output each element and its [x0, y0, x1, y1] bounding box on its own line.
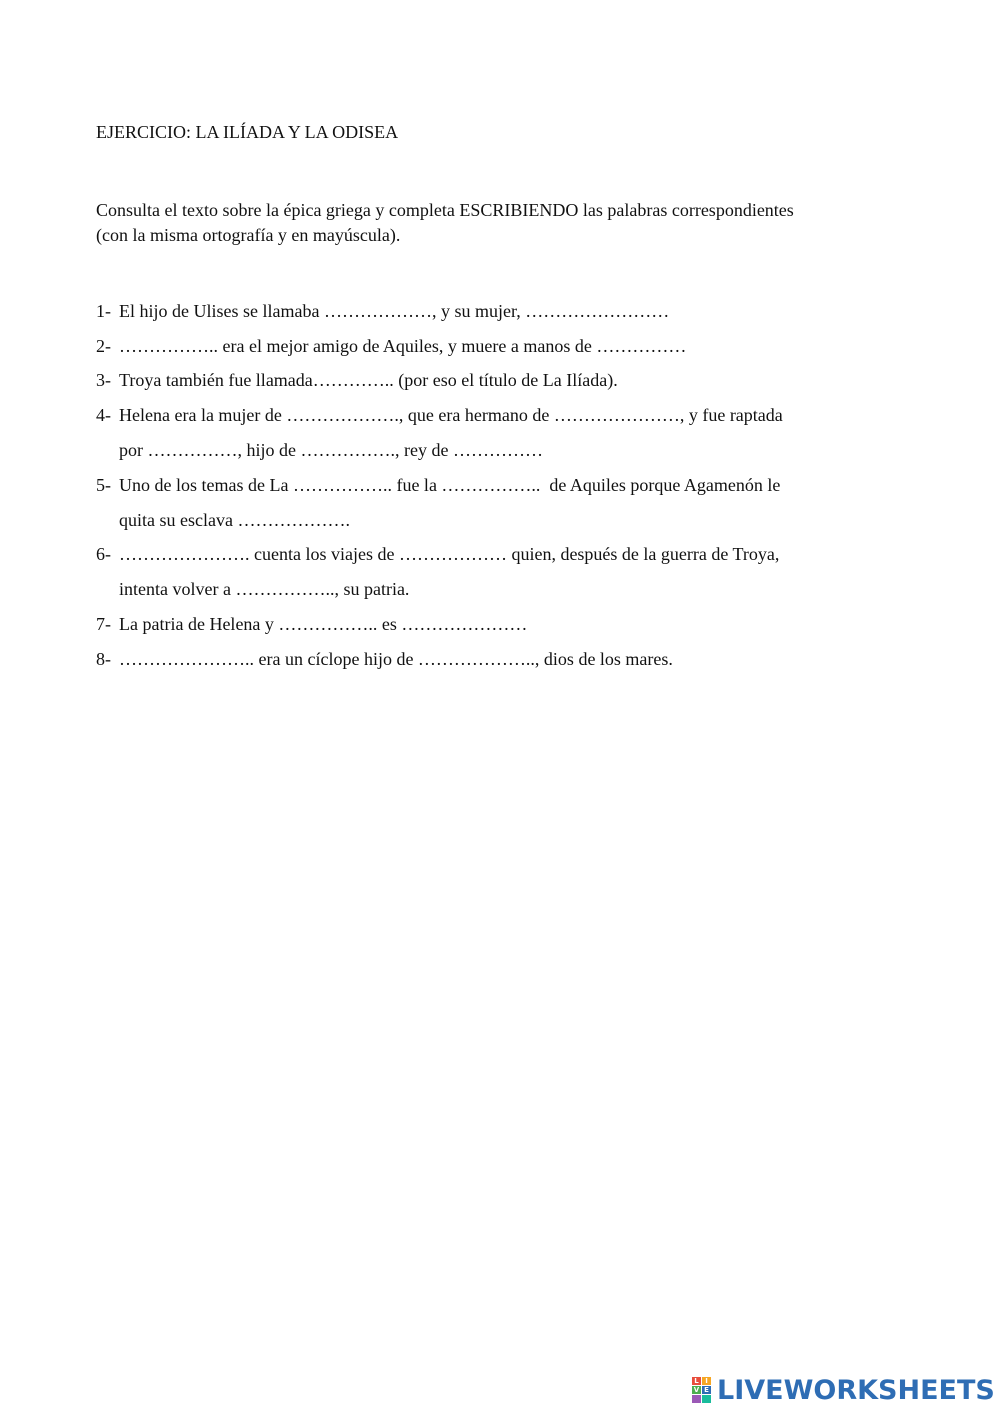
exercise-text: Troya también fue llamada………….. (por eso el título de La Ilíada). [119, 370, 618, 390]
exercise-number: 6- [96, 544, 111, 564]
liveworksheets-logo-text: LIVEWORKSHEETS [717, 1374, 995, 1406]
logo-tile [692, 1395, 701, 1403]
logo-tile [702, 1395, 711, 1403]
exercise-text: Helena era la mujer de ………………., que era hermano de …………………, y fue raptada [119, 405, 783, 425]
logo-tile: V [693, 1386, 700, 1394]
exercise-number: 1- [96, 301, 111, 321]
exercise-number: 8- [96, 649, 111, 669]
instructions [96, 198, 896, 248]
page-title: EJERCICIO: LA ILÍADA Y LA ODISEA [96, 122, 399, 142]
liveworksheets-logo-icon [692, 1377, 712, 1403]
exercise-text: …………….. era el mejor amigo de Aquiles, y muere a manos de …………… [119, 336, 687, 356]
exercise-text: La patria de Helena y …………….. es ………………… [119, 614, 528, 634]
exercise-text: El hijo de Ulises se llamaba ………………, y su mujer, …………………… [119, 301, 670, 321]
liveworksheets-logo [692, 1375, 995, 1405]
exercise-number: 3- [96, 370, 111, 390]
logo-tile: I [702, 1377, 711, 1385]
exercise-text: ………………….. era un cíclope hijo de ……………….., dios de los mares. [119, 649, 673, 669]
exercise-number: 5- [96, 475, 111, 495]
instructions-line-1: Consulta el texto sobre la épica griega y completa ESCRIBIENDO las palabras correspondientes [96, 200, 794, 220]
exercise-text: Uno de los temas de La …………….. fue la …………….. de Aquiles porque Agamenón le [119, 475, 781, 495]
exercise-text: intenta volver a …………….., su patria. [119, 579, 410, 599]
exercise-text: por ……………, hijo de ……………., rey de …………… [119, 440, 543, 460]
logo-tile: L [692, 1377, 701, 1385]
exercise-text: …………………. cuenta los viajes de ……………… quien, después de la guerra de Troya, [119, 544, 780, 564]
exercise-number: 7- [96, 614, 111, 634]
logo-tile: E [702, 1386, 711, 1394]
exercise-text: quita su esclava ………………. [119, 510, 350, 530]
instructions-line-2: (con la misma ortografía y en mayúscula). [96, 225, 401, 245]
exercise-number: 2- [96, 336, 111, 356]
exercise-number: 4- [96, 405, 111, 425]
